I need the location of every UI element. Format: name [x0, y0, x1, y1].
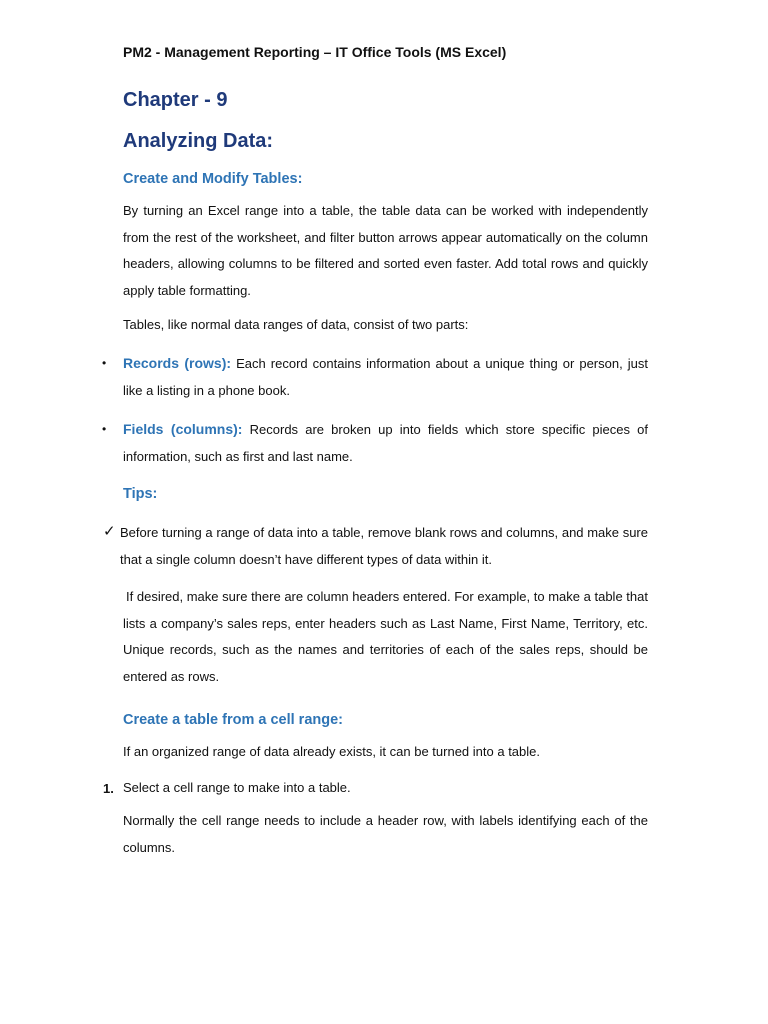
bullet-records — [123, 350, 648, 404]
heading-create-from-range: Create a table from a cell range: — [123, 712, 343, 728]
section-title: Analyzing Data: — [123, 130, 274, 152]
tip-column-headers: If desired, make sure there are column headers entered. For example, to make a table that lists a company’s sales reps, enter headers such as Last Name, First Name, Territory, etc. Unique records, such as the names and territories of each of the sales reps, should be entered as rows. — [123, 589, 648, 684]
heading-tips: Tips: — [123, 486, 158, 502]
paragraph-parts-intro: Tables, like normal data ranges of data, consist of two parts: — [123, 317, 469, 332]
bullet-fields — [123, 416, 648, 470]
bullet-text-fields: Records are broken up into fields which store specific pieces of information, such as first and last name. — [123, 422, 648, 464]
step-select-range: Select a cell range to make into a table. — [123, 780, 351, 795]
heading-create-modify-tables: Create and Modify Tables: — [123, 171, 303, 187]
checkmark-icon: ✓ — [103, 523, 116, 540]
paragraph-range-intro: If an organized range of data already exists, it can be turned into a table. — [123, 744, 540, 759]
paragraph-header-row-note: Normally the cell range needs to include a header row, with labels identifying each of the columns. — [123, 813, 648, 855]
document-header: PM2 - Management Reporting – IT Office Tools (MS Excel) — [123, 44, 507, 60]
bullet-marker: • — [102, 356, 107, 370]
bullet-marker: • — [102, 422, 107, 436]
bullet-label-records: Records (rows): — [123, 355, 232, 371]
tip-remove-blanks: Before turning a range of data into a table, remove blank rows and columns, and make sure that a single column doesn’t have different types of data within it. — [120, 525, 648, 567]
bullet-label-fields: Fields (columns): — [123, 421, 243, 437]
chapter-title: Chapter - 9 — [123, 89, 228, 111]
paragraph-table-intro: By turning an Excel range into a table, the table data can be worked with independently from the rest of the worksheet, and filter button arrows appear automatically on the column headers, allowing columns to be filtered and sorted even faster. Add total rows and quickly apply table formatting. — [123, 203, 648, 298]
step-number: 1. — [103, 781, 114, 796]
bullet-text-records: Each record contains information about a unique thing or person, just like a listing in a phone book. — [123, 356, 648, 398]
